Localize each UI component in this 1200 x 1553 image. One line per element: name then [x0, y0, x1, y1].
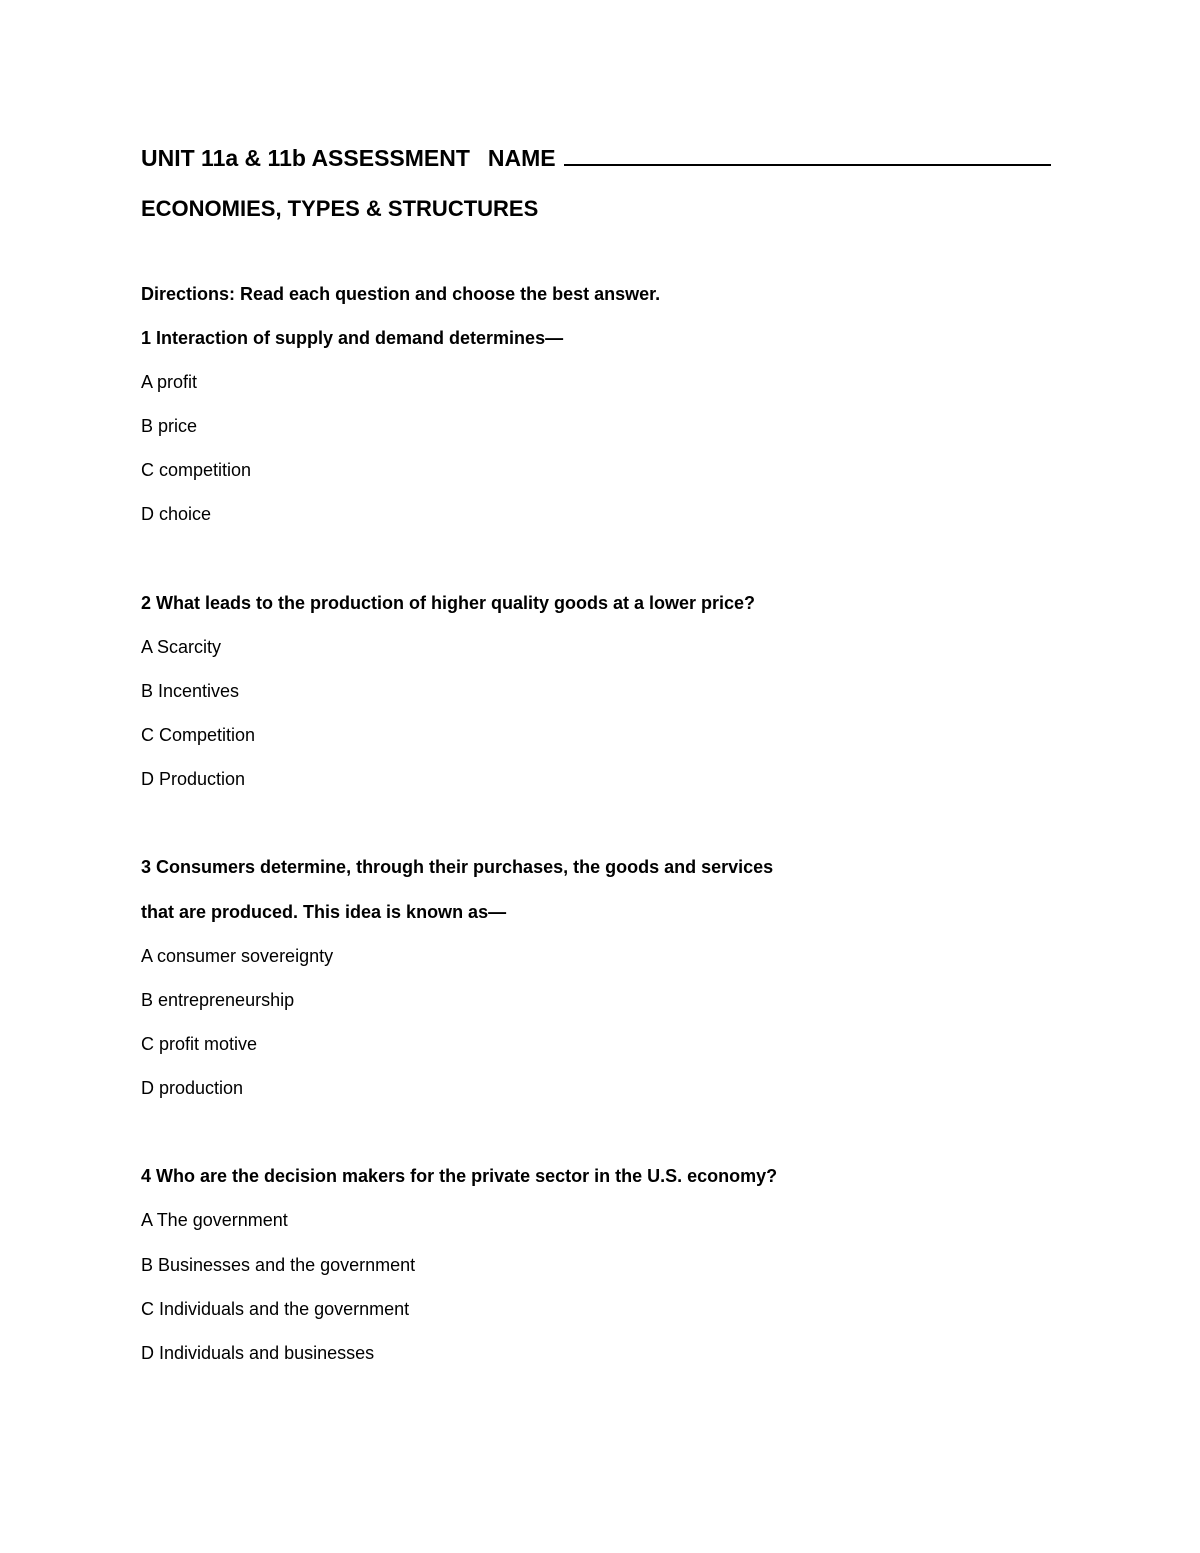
title-line	[141, 142, 1051, 172]
question-3-text-line-1: 3 Consumers determine, through their purchases, the goods and services	[141, 857, 774, 877]
question-1-choice-a: A profit	[141, 372, 198, 392]
question-3-choice-b: B entrepreneurship	[141, 990, 295, 1010]
directions-text: Directions: Read each question and choose the best answer.	[141, 284, 661, 304]
question-4-choice-a: A The government	[141, 1210, 288, 1230]
question-2-choice-d: D Production	[141, 769, 246, 789]
question-1-choice-b: B price	[141, 416, 198, 436]
page-subtitle: ECONOMIES, TYPES & STRUCTURES	[141, 196, 539, 221]
question-4-choice-b: B Businesses and the government	[141, 1255, 416, 1275]
question-2-text: 2 What leads to the production of higher quality goods at a lower price?	[141, 593, 756, 613]
question-2-choice-b: B Incentives	[141, 681, 240, 701]
question-4-choice-c: C Individuals and the government	[141, 1299, 410, 1319]
question-3-choice-c: C profit motive	[141, 1034, 258, 1054]
question-2-choice-a: A Scarcity	[141, 637, 222, 657]
question-1-text: 1 Interaction of supply and demand determines—	[141, 328, 564, 348]
question-1-choice-d: D choice	[141, 504, 212, 524]
question-2-choice-c: C Competition	[141, 725, 256, 745]
name-label: NAME	[487, 145, 556, 171]
question-3-text-line-2: that are produced. This idea is known as—	[141, 902, 507, 922]
question-4-text: 4 Who are the decision makers for the private sector in the U.S. economy?	[141, 1166, 778, 1186]
question-3-choice-a: A consumer sovereignty	[141, 946, 334, 966]
name-blank-line[interactable]	[564, 142, 1051, 166]
page-title: UNIT 11a & 11b ASSESSMENT	[141, 145, 470, 171]
question-1-choice-c: C competition	[141, 460, 252, 480]
question-3-choice-d: D production	[141, 1078, 244, 1098]
question-4-choice-d: D Individuals and businesses	[141, 1343, 375, 1363]
